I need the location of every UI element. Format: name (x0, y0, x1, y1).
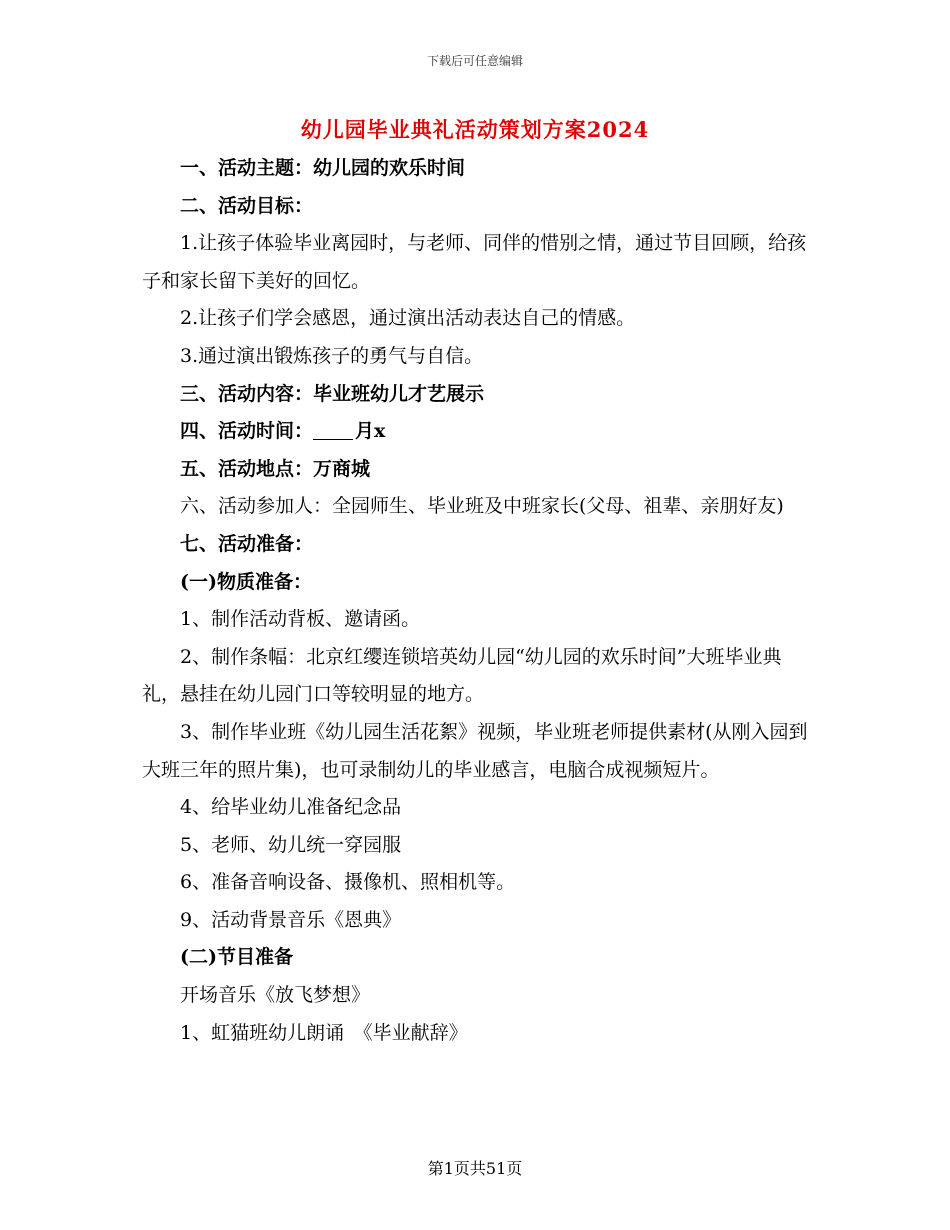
material-item: 6、准备音响设备、摄像机、照相机等。 (180, 871, 516, 894)
section-participants: 六、活动参加人：全园师生、毕业班及中班家长(父母、祖辈、亲朋好友) (180, 495, 784, 518)
date-blank-line (313, 420, 353, 440)
goal-item: 3.通过演出锻炼孩子的勇气与自信。 (180, 344, 484, 367)
section-location: 五、活动地点：万商城 (180, 457, 371, 480)
page-header: 下载后可任意编辑 (426, 54, 523, 68)
document-body (142, 150, 812, 1052)
document-title: 幼儿园毕业典礼活动策划方案2024 (300, 117, 650, 142)
section-theme: 一、活动主题：幼儿园的欢乐时间 (180, 157, 466, 179)
material-item: 2、制作条幅：北京红缨连锁培英幼儿园“幼儿园的欢乐时间”大班毕业典礼，悬挂在幼儿园门口等较明显的地方。 (142, 645, 782, 706)
material-item: 4、给毕业幼儿准备纪念品 (180, 796, 402, 819)
section-goals: 二、活动目标： (180, 194, 314, 217)
page-footer: 第1页共51页 (427, 1159, 523, 1178)
program-item: 1、虹猫班幼儿朗诵 《毕业献辞》 (180, 1021, 468, 1044)
material-item: 5、老师、幼儿统一穿园服 (180, 833, 402, 856)
material-item: 1、制作活动背板、邀请函。 (180, 608, 421, 631)
section-time (142, 413, 812, 451)
material-item: 9、活动背景音乐《恩典》 (180, 908, 402, 931)
subsection-materials: (一)物质准备： (180, 570, 312, 593)
goal-item: 1.让孩子体验毕业离园时，与老师、同伴的惜别之情，通过节目回顾，给孩子和家长留下美好的回忆。 (142, 232, 807, 292)
program-item: 开场音乐《放飞梦想》 (180, 984, 371, 1007)
material-item: 3、制作毕业班《幼儿园生活花絮》视频，毕业班老师提供素材(从刚入园到大班三年的照片集)，也可录制幼儿的毕业感言，电脑合成视频短片。 (142, 720, 808, 781)
subsection-program: (二)节目准备 (180, 946, 293, 969)
section-preparation: 七、活动准备： (180, 532, 314, 555)
section-time-label: 四、活动时间： (180, 420, 314, 443)
section-time-value: 月x (355, 420, 386, 443)
section-content: 三、活动内容：毕业班幼儿才艺展示 (180, 382, 485, 405)
goal-item: 2.让孩子们学会感恩，通过演出活动表达自己的情感。 (180, 307, 636, 330)
